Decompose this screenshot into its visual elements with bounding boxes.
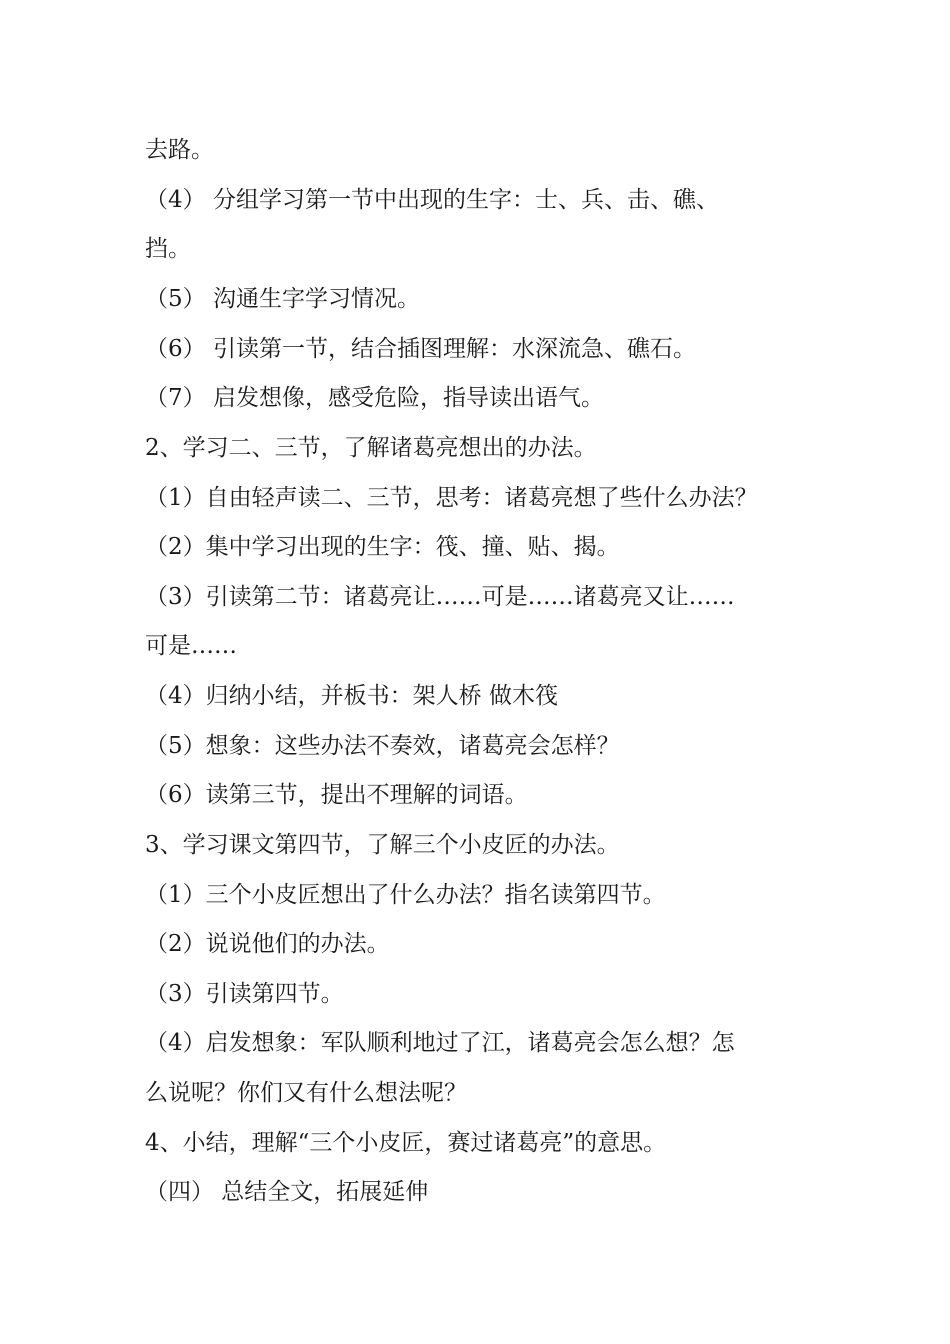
text-line-8: （1）自由轻声读二、三节，思考：诸葛亮想了些什么办法？ <box>145 485 758 511</box>
text-line-12: （4）归纳小结，并板书：架人桥 做木筏 <box>145 683 558 709</box>
text-line-9: （2）集中学习出现的生字：筏、撞、贴、揭。 <box>145 534 620 560</box>
text-line-1: 去路。 <box>145 137 214 163</box>
text-line-10: （3）引读第二节：诸葛亮让……可是……诸葛亮又让…… <box>145 584 735 610</box>
text-line-15: 3、学习课文第四节，了解三个小皮匠的办法。 <box>145 832 620 858</box>
text-line-7: 2、学习二、三节，了解诸葛亮想出的办法。 <box>145 435 597 461</box>
text-line-6: （7） 启发想像，感受危险，指导读出语气。 <box>145 385 604 411</box>
text-line-17: （2）说说他们的办法。 <box>145 931 390 957</box>
text-line-21: 4、小结，理解“三个小皮匠，赛过诸葛亮”的意思。 <box>145 1130 667 1156</box>
text-line-11: 可是…… <box>145 633 237 659</box>
text-line-4: （5） 沟通生字学习情况。 <box>145 286 420 312</box>
text-line-13: （5）想象：这些办法不奏效，诸葛亮会怎样？ <box>145 733 620 759</box>
text-line-18: （3）引读第四节。 <box>145 981 344 1007</box>
text-line-20: 么说呢？你们又有什么想法呢？ <box>145 1080 467 1106</box>
text-line-2: （4） 分组学习第一节中出现的生字：士、兵、击、礁、 <box>145 187 719 213</box>
text-line-5: （6） 引读第一节，结合插图理解：水深流急、礁石。 <box>145 336 696 362</box>
text-line-3: 挡。 <box>145 236 191 262</box>
text-line-14: （6）读第三节，提出不理解的词语。 <box>145 782 528 808</box>
text-line-16: （1）三个小皮匠想出了什么办法？指名读第四节。 <box>145 882 666 908</box>
text-line-19: （4）启发想象：军队顺利地过了江，诸葛亮会怎么想？怎 <box>145 1030 735 1056</box>
text-line-22: （四） 总结全文，拓展延伸 <box>145 1179 429 1205</box>
